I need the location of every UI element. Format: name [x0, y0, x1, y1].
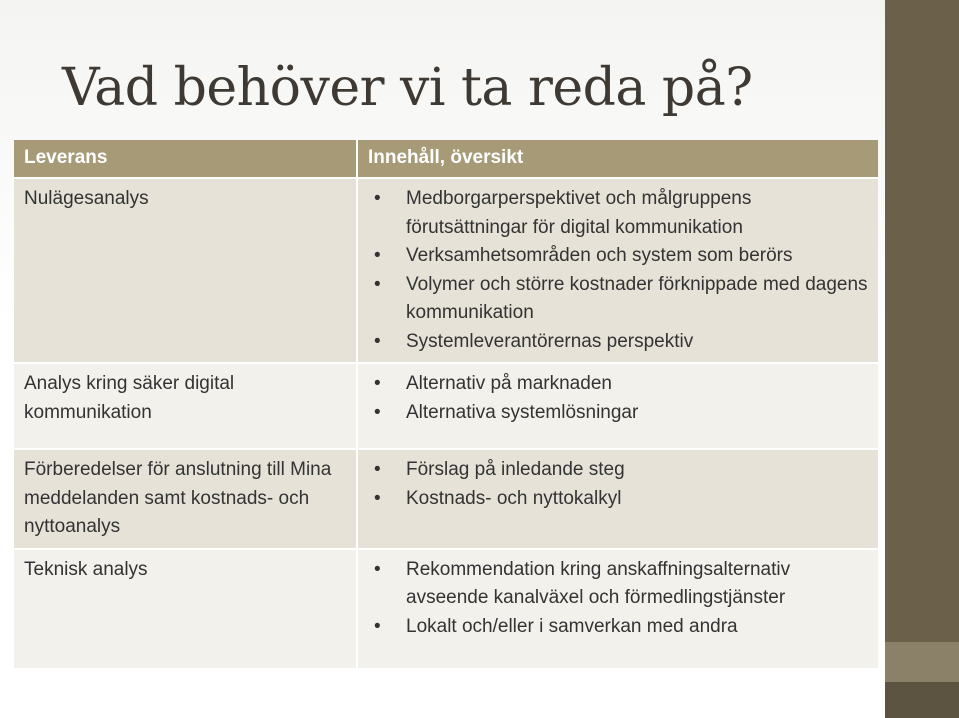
leverans-cell: Förberedelser för anslutning till Mina meddelanden samt kostnads- och nyttoanalys: [14, 450, 358, 550]
bullet-item: • Verksamhetsområden och system som berörs: [368, 242, 868, 271]
table-row: [14, 179, 878, 364]
table-row: [14, 550, 878, 670]
innehall-cell: [358, 550, 878, 670]
bullet-list: [368, 370, 868, 427]
bullet-item: • Förslag på inledande steg: [368, 456, 868, 485]
decorative-side-stripe: [885, 0, 959, 642]
innehall-cell: [358, 450, 878, 550]
table-header-row: [14, 140, 878, 179]
bullet-item: • Kostnads- och nyttokalkyl: [368, 485, 868, 514]
table-row: [14, 450, 878, 550]
slide-title: Vad behöver vi ta reda på?: [62, 58, 753, 118]
header-innehall: Innehåll, översikt: [358, 140, 878, 179]
leverans-cell: Analys kring säker digital kommunikation: [14, 364, 358, 450]
table-row: [14, 364, 878, 450]
decorative-side-stripe-bottom: [885, 682, 959, 718]
bullet-item: • Systemleverantörernas perspektiv: [368, 328, 868, 357]
bullet-item: • Alternativa systemlösningar: [368, 399, 868, 428]
bullet-list: [368, 456, 868, 513]
bullet-item: • Rekommendation kring anskaffningsalternativ avseende kanalväxel och förmedlingstjänster: [368, 556, 868, 613]
bullet-item: • Volymer och större kostnader förknippade med dagens kommunikation: [368, 271, 868, 328]
innehall-cell: [358, 364, 878, 450]
content-table: [14, 140, 878, 670]
leverans-cell: Teknisk analys: [14, 550, 358, 670]
innehall-cell: [358, 179, 878, 364]
decorative-side-stripe-middle: [885, 642, 959, 682]
header-leverans: Leverans: [14, 140, 358, 179]
bullet-list: [368, 556, 868, 642]
bullet-list: [368, 185, 868, 356]
bullet-item: • Lokalt och/eller i samverkan med andra: [368, 613, 868, 642]
leverans-cell: Nulägesanalys: [14, 179, 358, 364]
bullet-item: • Alternativ på marknaden: [368, 370, 868, 399]
bullet-item: • Medborgarperspektivet och målgruppens förutsättningar för digital kommunikation: [368, 185, 868, 242]
